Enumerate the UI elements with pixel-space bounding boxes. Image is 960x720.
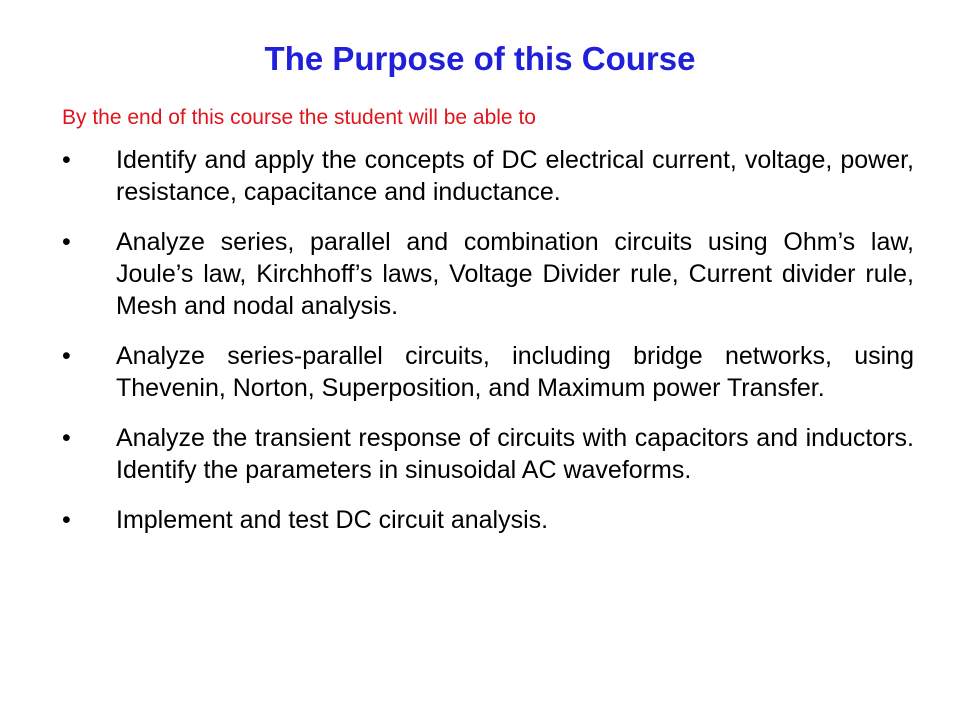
list-item	[62, 144, 914, 208]
slide-subtitle: By the end of this course the student will be able to	[62, 106, 536, 129]
list-item	[62, 340, 914, 404]
slide-title: The Purpose of this Course	[264, 40, 696, 77]
list-item	[62, 226, 914, 322]
bullet-text: Analyze the transient response of circuits with capacitors and inductors. Identify the parameters in sinusoidal AC waveforms.	[116, 424, 914, 484]
bullet-text: Analyze series-parallel circuits, including bridge networks, using Thevenin, Norton, Superposition, and Maximum power Transfer.	[116, 342, 914, 402]
bullet-list	[62, 144, 914, 554]
bullet-text: Implement and test DC circuit analysis.	[116, 506, 549, 534]
bullet-icon: •	[62, 424, 71, 452]
list-item	[62, 504, 914, 536]
bullet-icon: •	[62, 506, 71, 534]
bullet-icon: •	[62, 228, 71, 256]
bullet-icon: •	[62, 146, 71, 174]
bullet-text: Analyze series, parallel and combination circuits using Ohm’s law, Joule’s law, Kirchhoff’s laws, Voltage Divider rule, Current divider rule, Mesh and nodal analysis.	[116, 228, 914, 320]
bullet-text: Identify and apply the concepts of DC electrical current, voltage, power, resistance, capacitance and inductance.	[116, 146, 914, 206]
bullet-icon: •	[62, 342, 71, 370]
list-item	[62, 422, 914, 486]
